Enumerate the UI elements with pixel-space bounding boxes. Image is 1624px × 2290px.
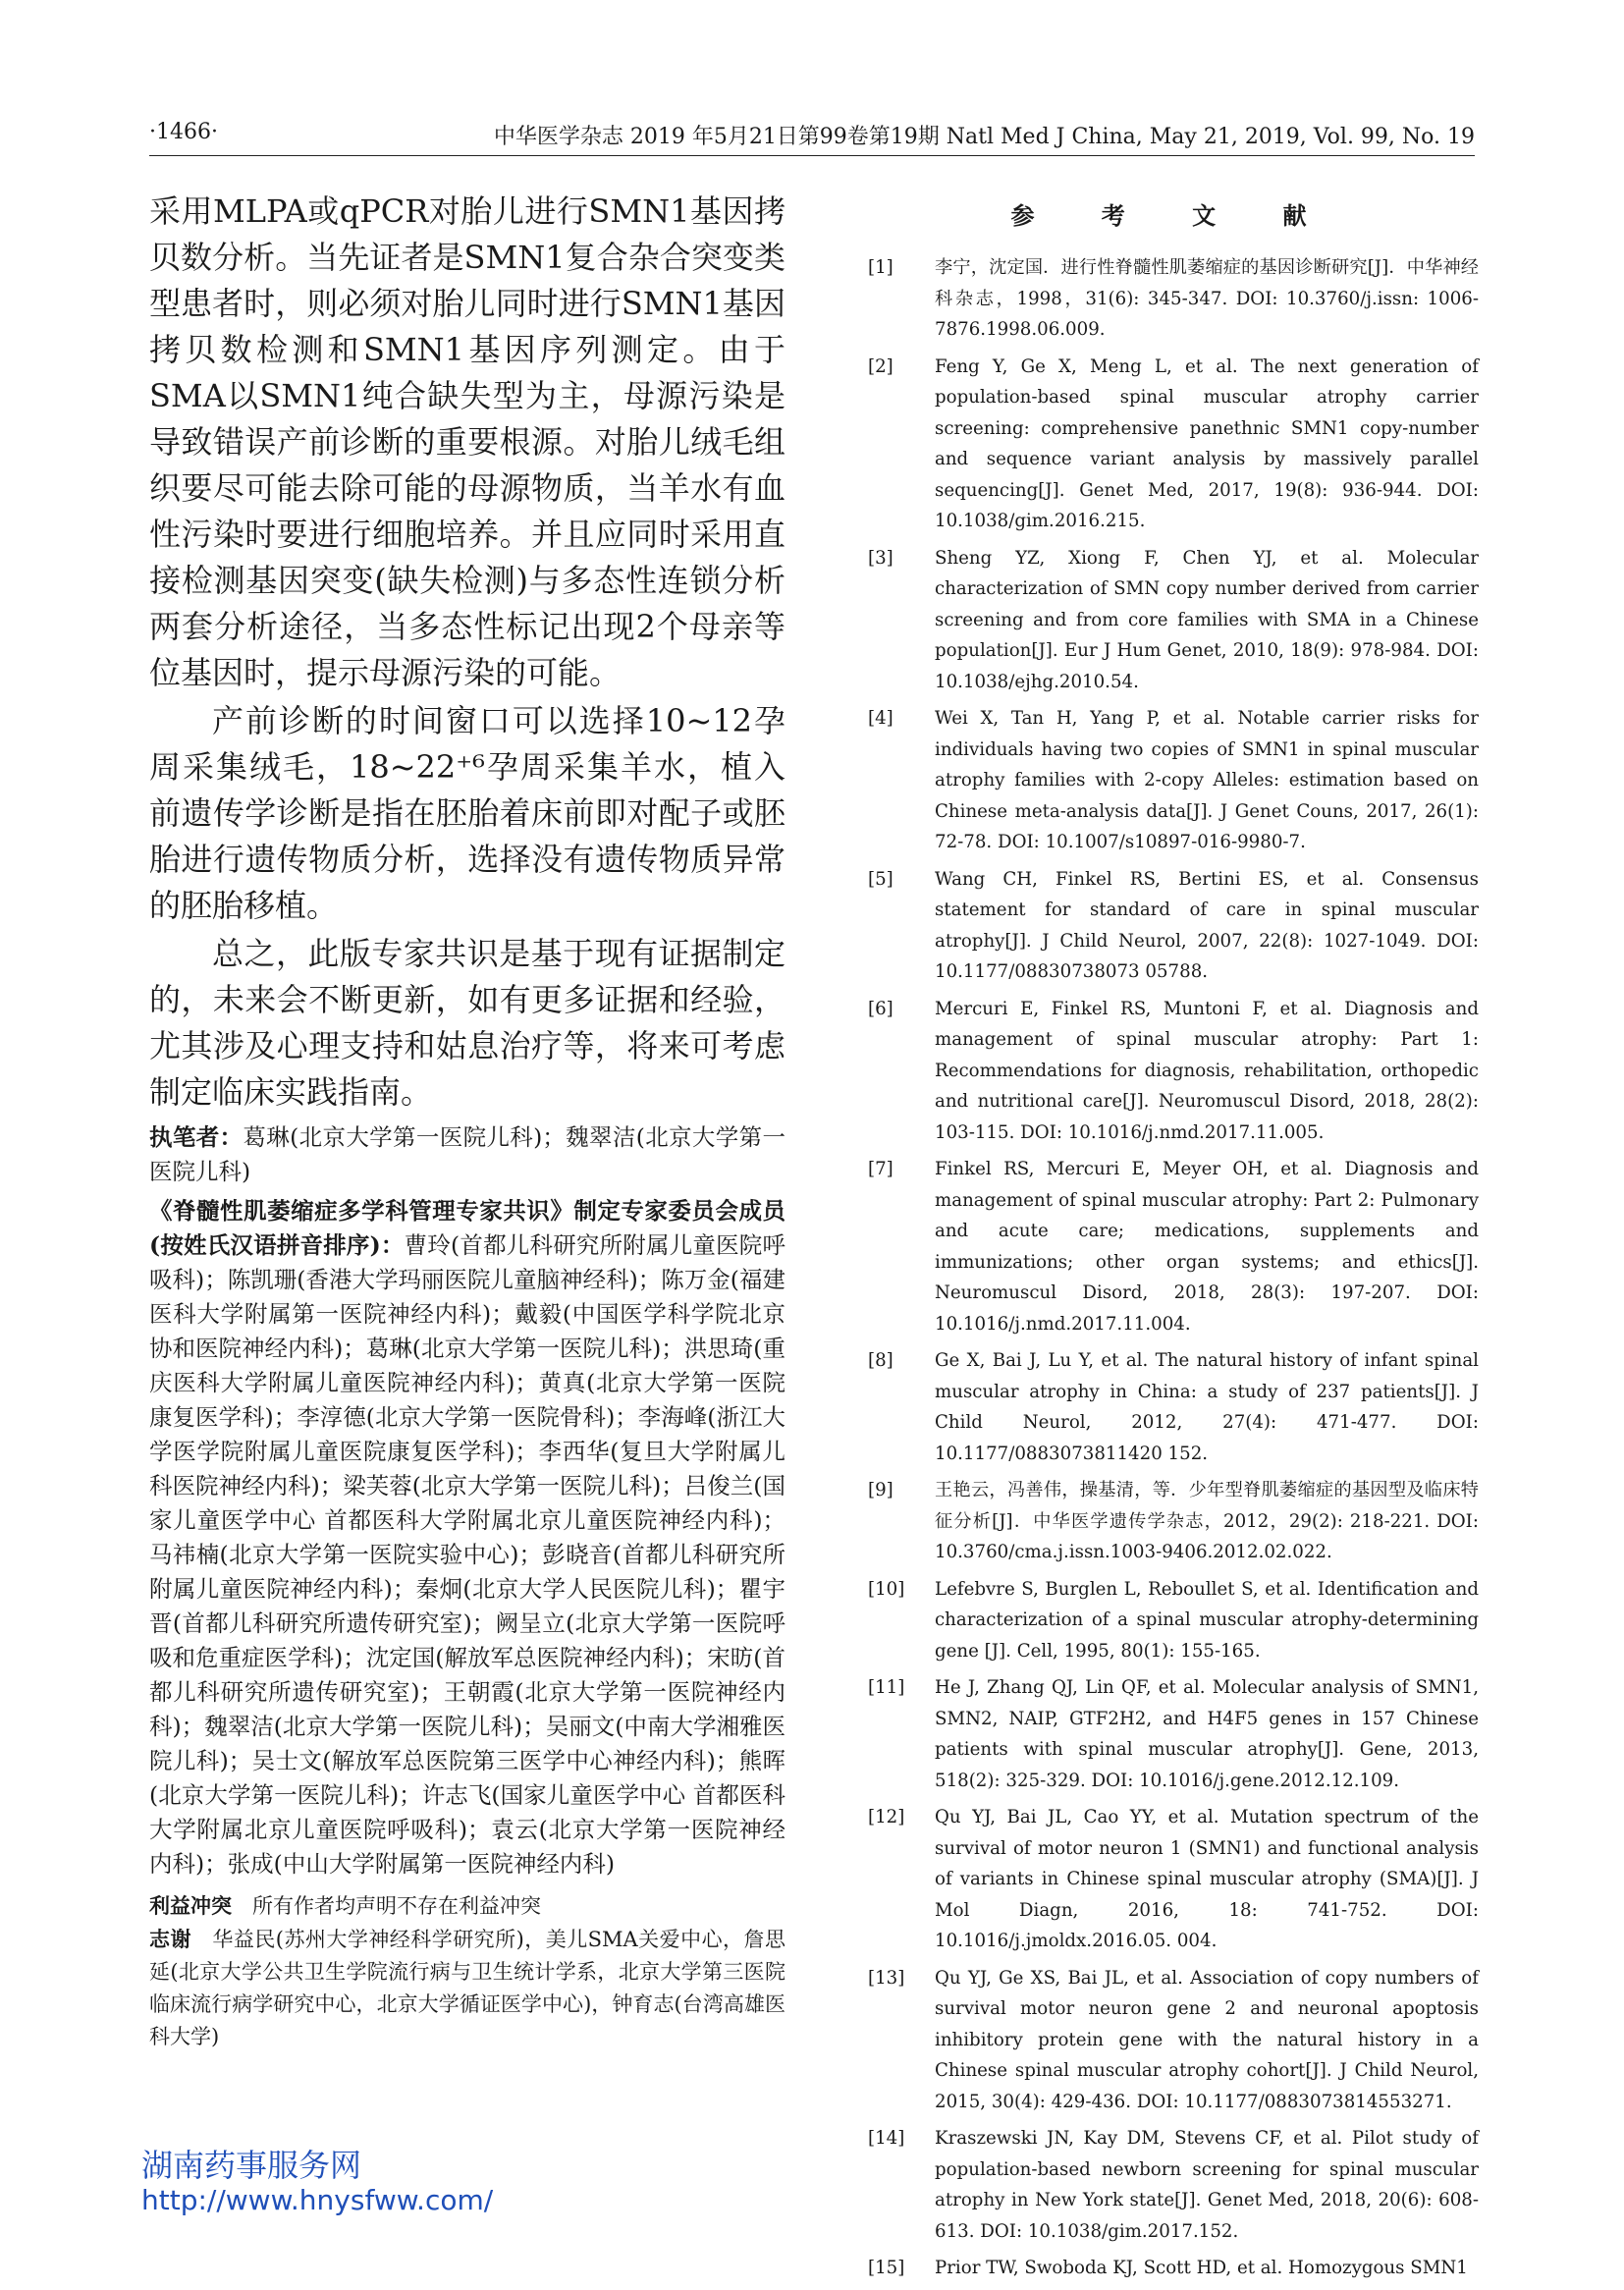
reference-text: Qu YJ, Ge XS, Bai JL, et al. Association of copy numbers of survival motor neuron gene 2 and neuronal apoptosis inhibitory protein gene with the natural history in a Chinese spinal muscular atrophy cohort[J]. J Child Neurol, 2015, 30(4): 429-436. DOI: 10.1177/0883073814553271. — [935, 1967, 1479, 2112]
reference-item — [868, 1672, 1479, 1796]
reference-item — [868, 864, 1479, 988]
reference-item — [868, 352, 1479, 537]
reference-text: Sheng YZ, Xiong F, Chen YJ, et al. Molecular characterization of SMN copy number derived from carrier screening and from core families with SMA in a Chinese population[J]. Eur J Hum Genet, 2010, 18(9): 978-984. DOI: 10.1038/ejhg.2010.54. — [935, 547, 1479, 692]
reference-number: [7] — [868, 1159, 893, 1179]
reference-number: [3] — [868, 547, 893, 569]
body-paragraph: 采用MLPA或qPCR对胎儿进行SMN1基因拷贝数分析。当先证者是SMN1复合杂合突变类型患者时，则必须对胎儿同时进行SMN1基因拷贝数检测和SMN1基因序列测定。由于SMA以SMN1纯合缺失型为主，母源污染是导致错误产前诊断的重要根源。对胎儿绒毛组织要尽可能去除可能的母源物质，当羊水有血性污染时要进行细胞培养。并且应同时采用直接检测基因突变(缺失检测)与多态性连锁分析两套分析途径，当多态性标记出现2个母亲等位基因时，提示母源污染的可能。 — [149, 192, 785, 691]
reference-text: He J, Zhang QJ, Lin QF, et al. Molecular analysis of SMN1, SMN2, NAIP, GTF2H2, and H4F5 genes in 157 Chinese patients with spinal muscular atrophy[J]. Gene, 2013, 518(2): 325-329. DOI: 10.1016/j.gene.2012.12.109. — [935, 1677, 1479, 1791]
reference-item — [868, 543, 1479, 698]
running-head: 中华医学杂志 2019 年5月21日第99卷第19期 Natl Med J China, May 21, 2019, Vol. 99, No. 19 — [493, 125, 1475, 149]
committee-label: 《脊髓性肌萎缩症多学科管理专家共识》制定专家委员会成员(按姓氏汉语拼音排序)： — [149, 1197, 785, 1259]
conflict-of-interest — [149, 1889, 785, 1923]
header-rule — [149, 155, 1475, 156]
ack-text: 华益民(苏州大学神经科学研究所)，美儿SMA关爱中心，詹思延(北京大学公共卫生学院流行病与卫生统计学系，北京大学第三医院临床流行病学研究中心，北京大学循证医学中心)，钟育志(台湾高雄医科大学) — [149, 1928, 785, 2048]
reference-item — [868, 994, 1479, 1149]
reference-text: Wei X, Tan H, Yang P, et al. Notable carrier risks for individuals having two copies of SMN1 in spinal muscular atrophy families with 2-copy Alleles: estimation based on Chinese meta-analysis data[J]. J Genet Couns, 2017, 26(1): 72-78. DOI: 10.1007/s10897-016-9980-7. — [935, 708, 1479, 852]
reference-item — [868, 1154, 1479, 1339]
reference-number: [14] — [868, 2128, 905, 2149]
reference-number: [9] — [868, 1480, 893, 1500]
authors-text: 葛琳(北京大学第一医院儿科)；魏翠洁(北京大学第一医院儿科) — [149, 1123, 785, 1185]
reference-text: 王艳云，冯善伟，操基清，等．少年型脊肌萎缩症的基因型及临床特征分析[J]．中华医学遗传学杂志，2012，29(2): 218-221. DOI: 10.3760/cma.j.issn.1003-9406.2012.02.022. — [935, 1480, 1479, 1562]
body-paragraph: 产前诊断的时间窗口可以选择10~12孕周采集绒毛，18~22⁺⁶孕周采集羊水，植入前遗传学诊断是指在胚胎着床前即对配子或胚胎进行遗传物质分析，选择没有遗传物质异常的胚胎移植。 — [149, 702, 785, 924]
reference-item — [868, 1574, 1479, 1667]
reference-item — [868, 2253, 1479, 2284]
reference-text: Feng Y, Ge X, Meng L, et al. The next generation of population-based spinal muscular atrophy carrier screening: comprehensive panethnic SMN1 copy-number and sequence variant analysis by massively parallel sequencing[J]. Genet Med, 2017, 19(8): 936-944. DOI: 10.1038/gim.2016.215. — [935, 355, 1479, 531]
committee-text: 曹玲(首都儿科研究所附属儿童医院呼吸科)；陈凯珊(香港大学玛丽医院儿童脑神经科)；陈万金(福建医科大学附属第一医院神经内科)；戴毅(中国医学科学院北京协和医院神经内科)；葛琳(北京大学第一医院儿科)；洪思琦(重庆医科大学附属儿童医院神经内科)；黄真(北京大学第一医院康复医学科)；李淳德(北京大学第一医院骨科)；李海峰(浙江大学医学院附属儿童医院康复医学科)；李西华(复旦大学附属儿科医院神经内科)；梁芙蓉(北京大学第一医院儿科)；吕俊兰(国家儿童医学中心 首都医科大学附属北京儿童医院神经内科)；马祎楠(北京大学第一医院实验中心)；彭晓音(首都儿科研究所附属儿童医院神经内科)；秦炯(北京大学人民医院儿科)；瞿宇晋(首都儿科研究所遗传研究室)；阙呈立(北京大学第一医院呼吸和危重症医学科)；沈定国(解放军总医院神经内科)；宋昉(首都儿科研究所遗传研究室)；王朝霞(北京大学第一医院神经内科)；魏翠洁(北京大学第一医院儿科)；吴丽文(中南大学湘雅医院儿科)；吴士文(解放军总医院第三医学中心神经内科)；熊晖(北京大学第一医院儿科)；许志飞(国家儿童医学中心 首都医科大学附属北京儿童医院呼吸科)；袁云(北京大学第一医院神经内科)；张成(中山大学附属第一医院神经内科) — [149, 1231, 785, 1878]
references-title: 参 考 文 献 — [1010, 201, 1336, 230]
reference-list — [868, 252, 1479, 2284]
page-number: ·1466· — [149, 120, 218, 144]
reference-text: Prior TW, Swoboda KJ, Scott HD, et al. Homozygous SMN1 — [935, 2258, 1468, 2278]
reference-number: [6] — [868, 998, 893, 1019]
reference-text: 李宁，沈定国．进行性脊髓性肌萎缩症的基因诊断研究[J]．中华神经科杂志，1998，31(6): 345-347. DOI: 10.3760/j.issn: 1006-7876.1998.06.009. — [935, 257, 1479, 340]
reference-number: [13] — [868, 1967, 905, 1989]
reference-item — [868, 2123, 1479, 2247]
page-header — [149, 120, 1475, 153]
reference-number: [8] — [868, 1350, 893, 1371]
reference-item — [868, 1475, 1479, 1568]
reference-number: [15] — [868, 2258, 905, 2278]
reference-number: [5] — [868, 868, 893, 890]
reference-number: [11] — [868, 1677, 905, 1698]
body-paragraph: 总之，此版专家共识是基于现有证据制定的，未来会不断更新，如有更多证据和经验，尤其涉及心理支持和姑息治疗等，将来可考虑制定临床实践指南。 — [149, 935, 785, 1111]
reference-number: [2] — [868, 355, 893, 377]
reference-number: [12] — [868, 1807, 905, 1827]
reference-text: Mercuri E, Finkel RS, Muntoni F, et al. Diagnosis and management of spinal muscular atrophy: Part 1: Recommendations for diagnosis, rehabilitation, orthopedic and nutritional care[J]. Neuromuscul Disord, 2018, 28(2): 103-115. DOI: 10.1016/j.nmd.2017.11.005. — [935, 998, 1479, 1143]
reference-text: Lefebvre S, Burglen L, Reboullet S, et al. Identification and characterization of a spinal muscular atrophy-determining gene [J]. Cell, 1995, 80(1): 155-165. — [935, 1578, 1479, 1662]
reference-number: [4] — [868, 708, 893, 729]
authors-block — [149, 1120, 785, 1189]
left-column — [149, 189, 785, 2053]
site-url-link[interactable]: http://www.hnysfww.com/ — [141, 2184, 494, 2216]
ack-label: 志谢 — [149, 1927, 191, 1951]
reference-item — [868, 1963, 1479, 2118]
references-column — [868, 196, 1479, 2290]
coi-label: 利益冲突 — [149, 1893, 232, 1918]
reference-text: Kraszewski JN, Kay DM, Stevens CF, et al. Pilot study of population-based newborn screening for spinal muscular atrophy in New York state[J]. Genet Med, 2018, 20(6): 608-613. DOI: 10.1038/gim.2017.152. — [935, 2128, 1479, 2242]
coi-text: 所有作者均声明不存在利益冲突 — [252, 1894, 541, 1918]
reference-number: [10] — [868, 1578, 905, 1600]
committee-block — [149, 1194, 785, 1881]
reference-text: Ge X, Bai J, Lu Y, et al. The natural history of infant spinal muscular atrophy in China: a study of 237 patients[J]. J Child Neurol, 2012, 27(4): 471-477. DOI: 10.1177/0883073811420 152. — [935, 1350, 1479, 1464]
reference-number: [1] — [868, 257, 893, 278]
site-name: 湖南药事服务网 — [141, 2147, 362, 2184]
reference-item — [868, 1345, 1479, 1469]
reference-item — [868, 252, 1479, 346]
authors-label: 执笔者： — [149, 1123, 244, 1151]
reference-item — [868, 703, 1479, 858]
reference-item — [868, 1802, 1479, 1957]
acknowledgement — [149, 1923, 785, 2053]
footer-watermark — [141, 2147, 493, 2217]
reference-text: Wang CH, Finkel RS, Bertini ES, et al. Consensus statement for standard of care in spinal muscular atrophy[J]. J Child Neurol, 2007, 22(8): 1027-1049. DOI: 10.1177/08830738073 05788. — [935, 868, 1479, 982]
reference-text: Finkel RS, Mercuri E, Meyer OH, et al. Diagnosis and management of spinal muscular atrophy: Part 2: Pulmonary and acute care; medications, supplements and immunizations; other organ systems; and ethics[J]. Neuromuscul Disord, 2018, 28(3): 197-207. DOI: 10.1016/j.nmd.2017.11.004. — [935, 1159, 1479, 1335]
reference-text: Qu YJ, Bai JL, Cao YY, et al. Mutation spectrum of the survival of motor neuron 1 (SMN1) and functional analysis of variants in Chinese spinal muscular atrophy (SMA)[J]. J Mol Diagn, 2016, 18: 741-752. DOI: 10.1016/j.jmoldx.2016.05. 004. — [935, 1807, 1479, 1951]
